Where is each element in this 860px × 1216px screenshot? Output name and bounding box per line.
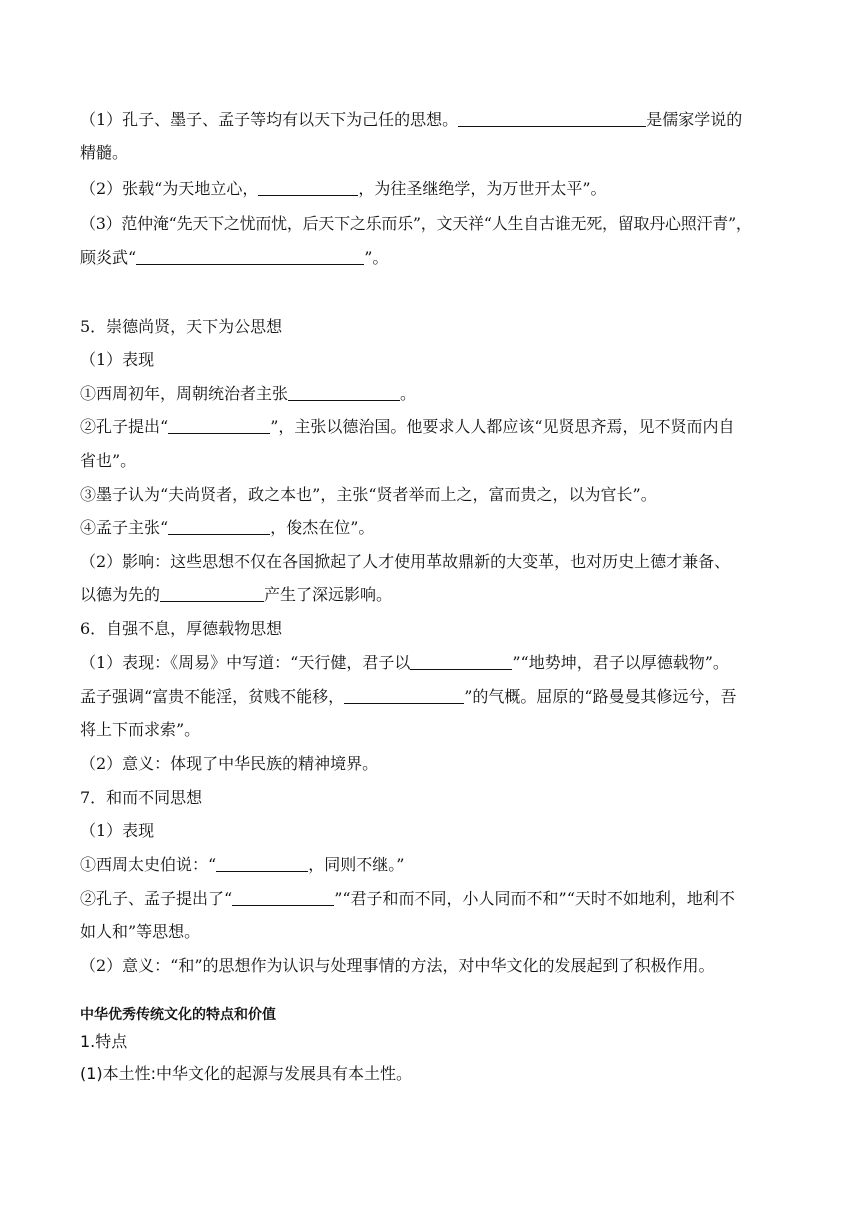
section-heading: 中华优秀传统文化的特点和价值 <box>80 1007 276 1023</box>
fill-blank[interactable] <box>168 517 270 535</box>
paragraph-1-line-1: （1）孔子、墨子、孟子等均有以天下为己任的思想。 是儒家学说的 <box>80 110 743 129</box>
fill-blank[interactable] <box>232 888 334 906</box>
section-7-meaning: （2）意义：“和”的思想作为认识与处理事情的方法，对中华文化的发展起到了积极作用。 <box>80 956 715 975</box>
section-7-item-1: ①西周太史伯说：“ ，同则不继。” <box>80 855 405 874</box>
subheading-features: 1.特点 <box>80 1032 128 1051</box>
section-6-meaning: （2）意义：体现了中华民族的精神境界。 <box>80 754 379 773</box>
fill-blank[interactable] <box>344 686 464 704</box>
paragraph-1-line-2: 精髓。 <box>80 143 129 162</box>
fill-blank[interactable] <box>258 178 358 196</box>
section-5-title: 5．崇德尚贤，天下为公思想 <box>80 317 283 336</box>
fill-blank[interactable] <box>216 854 308 872</box>
section-5-item-4: ④孟子主张“ ，俊杰在位”。 <box>80 518 375 537</box>
section-6-line-1: （1）表现：《周易》中写道：“天行健，君子以 ”“地势坤，君子以厚德载物”。 <box>80 653 729 672</box>
feature-item-1: (1)本土性:中华文化的起源与发展具有本土性。 <box>80 1064 413 1083</box>
paragraph-3-line-2: 顾炎武“ ”。 <box>80 248 389 267</box>
section-7-sub-1: （1）表现 <box>80 821 155 840</box>
section-6-line-3: 将上下而求索”。 <box>80 720 201 739</box>
fill-blank[interactable] <box>160 584 264 602</box>
section-7-item-2-line-1: ②孔子、孟子提出了“ ”“君子和而不同，小人同而不和”“天时不如地利，地利不 <box>80 889 735 908</box>
fill-blank[interactable] <box>288 383 400 401</box>
section-5-item-3: ③墨子认为“夫尚贤者，政之本也”，主张“贤者举而上之，富而贵之，以为官长”。 <box>80 485 657 504</box>
section-5-impact-line-1: （2）影响：这些思想不仅在各国掀起了人才使用革故鼎新的大变革，也对历史上德才兼备、 <box>80 552 731 571</box>
fill-blank[interactable] <box>410 652 512 670</box>
section-7-item-2-line-2: 如人和”等思想。 <box>80 922 201 941</box>
section-5-item-2-line-2: 省也”。 <box>80 451 137 470</box>
section-6-title: 6．自强不息，厚德载物思想 <box>80 619 283 638</box>
fill-blank[interactable] <box>136 247 364 265</box>
fill-blank[interactable] <box>168 416 270 434</box>
fill-blank[interactable] <box>458 109 646 127</box>
section-5-item-1: ①西周初年，周朝统治者主张 。 <box>80 384 417 403</box>
paragraph-3-line-1: （3）范仲淹“先天下之忧而忧，后天下之乐而乐”，文天祥“人生自古谁无死，留取丹心照汗青”， <box>80 214 752 233</box>
section-5-sub-1: （1）表现 <box>80 350 155 369</box>
paragraph-2: （2）张载“为天地立心， ，为往圣继绝学，为万世开太平”。 <box>80 179 607 198</box>
section-5-item-2-line-1: ②孔子提出“ ”，主张以德治国。他要求人人都应该“见贤思齐焉，见不贤而内自 <box>80 417 735 436</box>
section-5-impact-line-2: 以德为先的 产生了深远影响。 <box>80 585 393 604</box>
section-6-line-2: 孟子强调“富贵不能淫，贫贱不能移， ”的气概。屈原的“路曼曼其修远兮，吾 <box>80 687 737 706</box>
section-7-title: 7．和而不同思想 <box>80 788 203 807</box>
